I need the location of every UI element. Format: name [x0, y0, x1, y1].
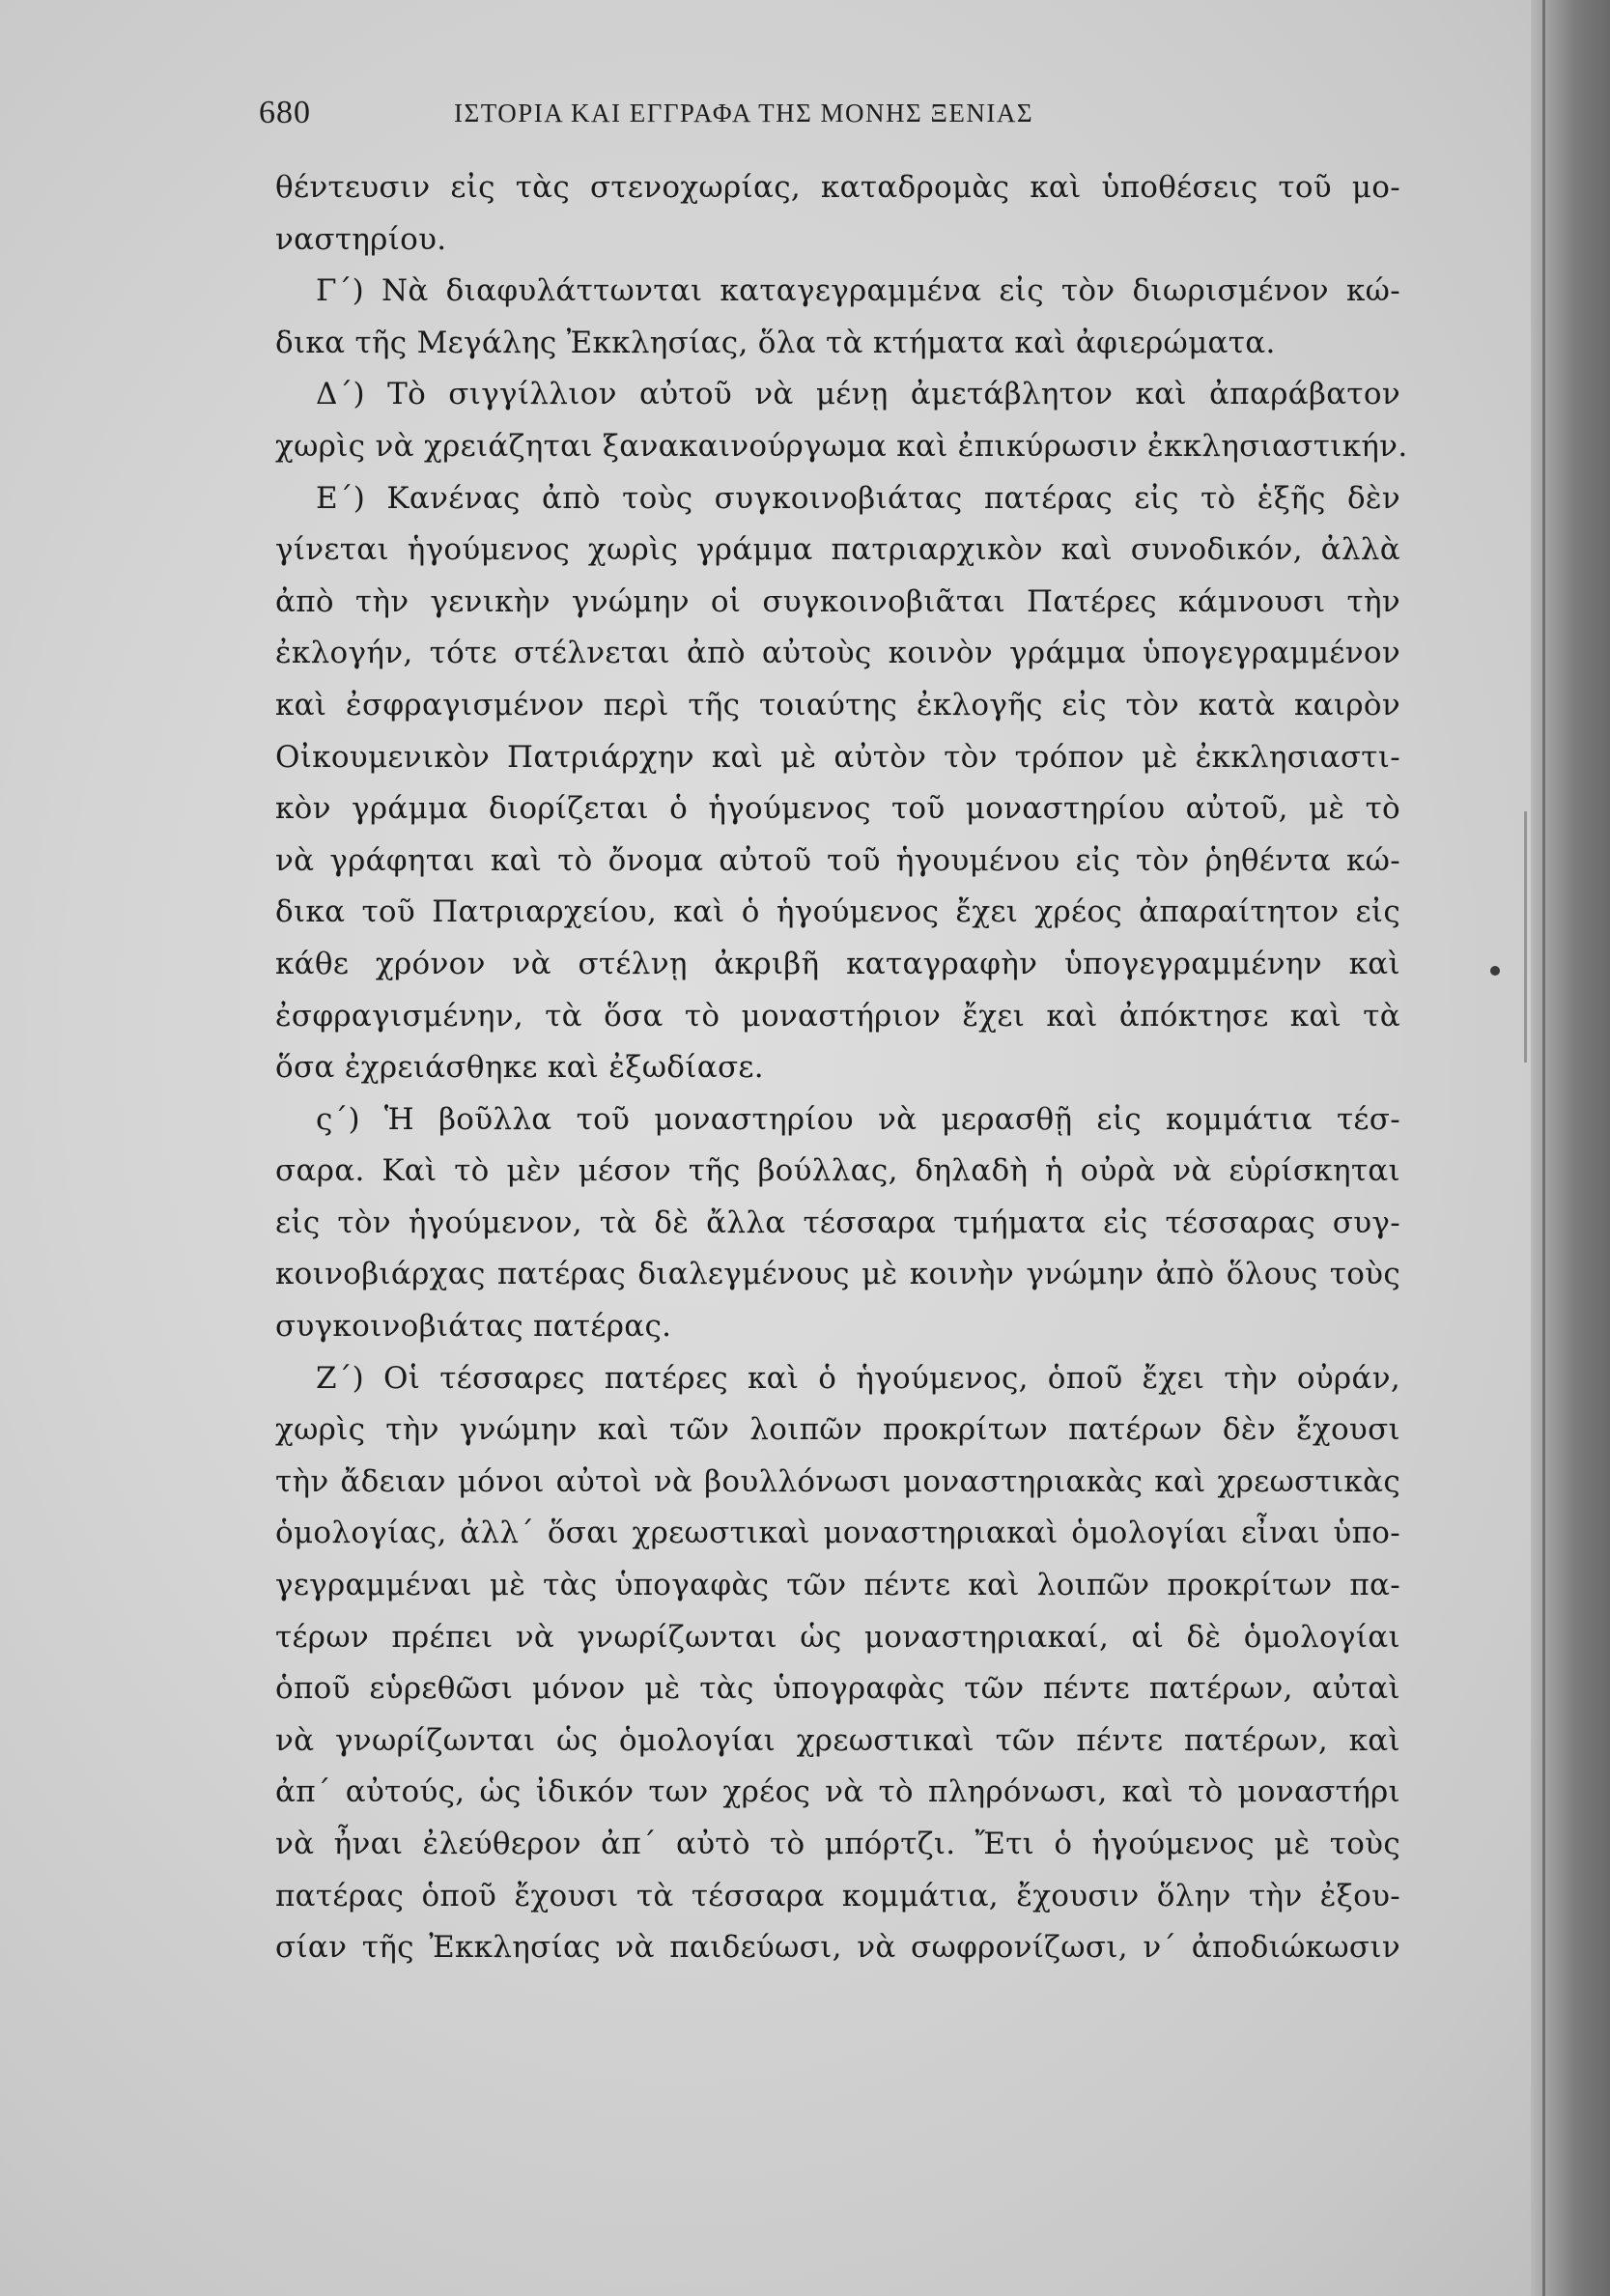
text-line: Ζ΄) Οἱ τέσσαρες πατέρες καὶ ὁ ἡγούμενος, ὁποῦ ἔχει τὴν οὐράν,	[316, 1360, 1400, 1396]
text-line: ὁποῦ εὑρεθῶσι μόνον μὲ τὰς ὑπογραφὰς τῶν πέντε πατέρων, αὐταὶ	[275, 1671, 1400, 1707]
text-line: ἀπὸ τὴν γενικὴν γνώμην οἱ συγκοινοβιᾶται Πατέρες κάμνουσι τὴν	[275, 583, 1400, 619]
text-line: γεγραμμέναι μὲ τὰς ὑπογαφὰς τῶν πέντε καὶ λοιπῶν προκρίτων πα-	[275, 1568, 1400, 1603]
text-line: δικα τοῦ Πατριαρχείου, καὶ ὁ ἡγούμενος ἔχει χρέος ἀπαραίτητον εἰς	[275, 894, 1400, 930]
text-line: καὶ ἐσφραγισμένον περὶ τῆς τοιαύτης ἐκλογῆς εἰς τὸν κατὰ καιρὸν	[275, 687, 1400, 723]
text-line: νὰ γράφηται καὶ τὸ ὄνομα αὐτοῦ τοῦ ἡγουμένου εἰς τὸν ῥηθέντα κώ-	[275, 842, 1400, 878]
text-line: συγκοινοβιάτας πατέρας.	[275, 1309, 672, 1345]
text-line: πατέρας ὁποῦ ἔχουσι τὰ τέσσαρα κομμάτια, ἔχουσιν ὅλην τὴν ἐξου-	[275, 1878, 1400, 1913]
text-line: κάθε χρόνον νὰ στέλνῃ ἀκριβῆ καταγραφὴν ὑπογεγραμμένην καὶ	[275, 946, 1400, 981]
margin-mark-line	[1524, 811, 1527, 1063]
text-line: ὁμολογίας, ἀλλ΄ ὅσαι χρεωστικαὶ μοναστηριακαὶ ὁμολογίαι εἶναι ὑπο-	[275, 1516, 1400, 1551]
page-number: 680	[259, 95, 311, 130]
text-line: Οἰκουμενικὸν Πατριάρχην καὶ μὲ αὐτὸν τὸν τρόπον μὲ ἐκκλησιαστι-	[275, 739, 1400, 775]
book-spine-shadow	[1531, 0, 1610, 2296]
text-line: κὸν γράμμα διορίζεται ὁ ἡγούμενος τοῦ μοναστηρίου αὐτοῦ, μὲ τὸ	[275, 791, 1400, 827]
page-header	[259, 95, 1418, 143]
text-line: ς΄) Ἡ βοῦλλα τοῦ μοναστηρίου νὰ μερασθῇ εἰς κομμάτια τέσ-	[316, 1101, 1400, 1137]
text-line: γίνεται ἡγούμενος χωρὶς γράμμα πατριαρχικὸν καὶ συνοδικόν, ἀλλὰ	[275, 532, 1400, 568]
text-line: ἐκλογήν, τότε στέλνεται ἀπὸ αὐτοὺς κοινὸν γράμμα ὑπογεγραμμένον	[275, 636, 1400, 671]
text-line: ναστηρίου.	[275, 221, 447, 257]
text-line: τέρων πρέπει νὰ γνωρίζωνται ὡς μοναστηριακαί, αἱ δὲ ὁμολογίαι	[275, 1619, 1400, 1655]
text-line: χωρὶς τὴν γνώμην καὶ τῶν λοιπῶν προκρίτων πατέρων δὲν ἔχουσι	[275, 1412, 1400, 1448]
text-line: σαρα. Καὶ τὸ μὲν μέσον τῆς βούλλας, δηλαδὴ ἡ οὐρὰ νὰ εὑρίσκηται	[275, 1153, 1400, 1189]
running-title: ΙΣΤΟΡΙΑ ΚΑΙ ΕΓΓΡΑΦΑ ΤΗΣ ΜΟΝΗΣ ΞΕΝΙΑΣ	[454, 99, 1034, 128]
text-line: χωρὶς νὰ χρειάζηται ξανακαινούργωμα καὶ ἐπικύρωσιν ἐκκλησιαστικήν.	[275, 428, 1408, 464]
text-line: Δ΄) Τὸ σιγγίλλιον αὐτοῦ νὰ μένῃ ἀμετάβλητον καὶ ἀπαράβατον	[316, 377, 1400, 412]
text-line: νὰ γνωρίζωνται ὡς ὁμολογίαι χρεωστικαὶ τῶν πέντε πατέρων, καὶ	[275, 1722, 1400, 1758]
text-line: Γ΄) Νὰ διαφυλάττωνται καταγεγραμμένα εἰς τὸν διωρισμένον κώ-	[316, 273, 1400, 309]
text-line: κοινοβιάρχας πατέρας διαλεγμένους μὲ κοινὴν γνώμην ἀπὸ ὅλους τοὺς	[275, 1257, 1400, 1292]
text-line: ἐσφραγισμένην, τὰ ὅσα τὸ μοναστήριον ἔχει καὶ ἀπόκτησε καὶ τὰ	[275, 998, 1400, 1034]
text-line: Ε΄) Κανένας ἀπὸ τοὺς συγκοινοβιάτας πατέρας εἰς τὸ ἑξῆς δὲν	[316, 480, 1400, 516]
margin-dot	[1490, 966, 1500, 976]
text-line: σίαν τῆς Ἐκκλησίας νὰ παιδεύωσι, νὰ σωφρονίζωσι, ν΄ ἀποδιώκωσιν	[275, 1930, 1400, 1966]
text-line: εἰς τὸν ἡγούμενον, τὰ δὲ ἄλλα τέσσαρα τμήματα εἰς τέσσαρας συγ-	[275, 1205, 1400, 1240]
text-line: δικα τῆς Μεγάλης Ἐκκλησίας, ὅλα τὰ κτήματα καὶ ἀφιερώματα.	[275, 325, 1276, 360]
text-line: ἀπ΄ αὐτούς, ὡς ἰδικόν των χρέος νὰ τὸ πληρόνωσι, καὶ τὸ μοναστήρι	[275, 1774, 1400, 1810]
text-line: θέντευσιν εἰς τὰς στενοχωρίας, καταδρομὰς καὶ ὑποθέσεις τοῦ μο-	[275, 170, 1400, 205]
text-line: νὰ ἦναι ἐλεύθερον ἀπ΄ αὐτὸ τὸ μπόρτζι. Ἔτι ὁ ἡγούμενος μὲ τοὺς	[275, 1827, 1400, 1861]
text-line: ὅσα ἐχρειάσθηκε καὶ ἐξωδίασε.	[275, 1050, 764, 1086]
text-body	[275, 162, 1408, 1974]
text-line: τὴν ἄδειαν μόνοι αὐτοὶ νὰ βουλλόνωσι μοναστηριακὰς καὶ χρεωστικὰς	[275, 1463, 1400, 1499]
